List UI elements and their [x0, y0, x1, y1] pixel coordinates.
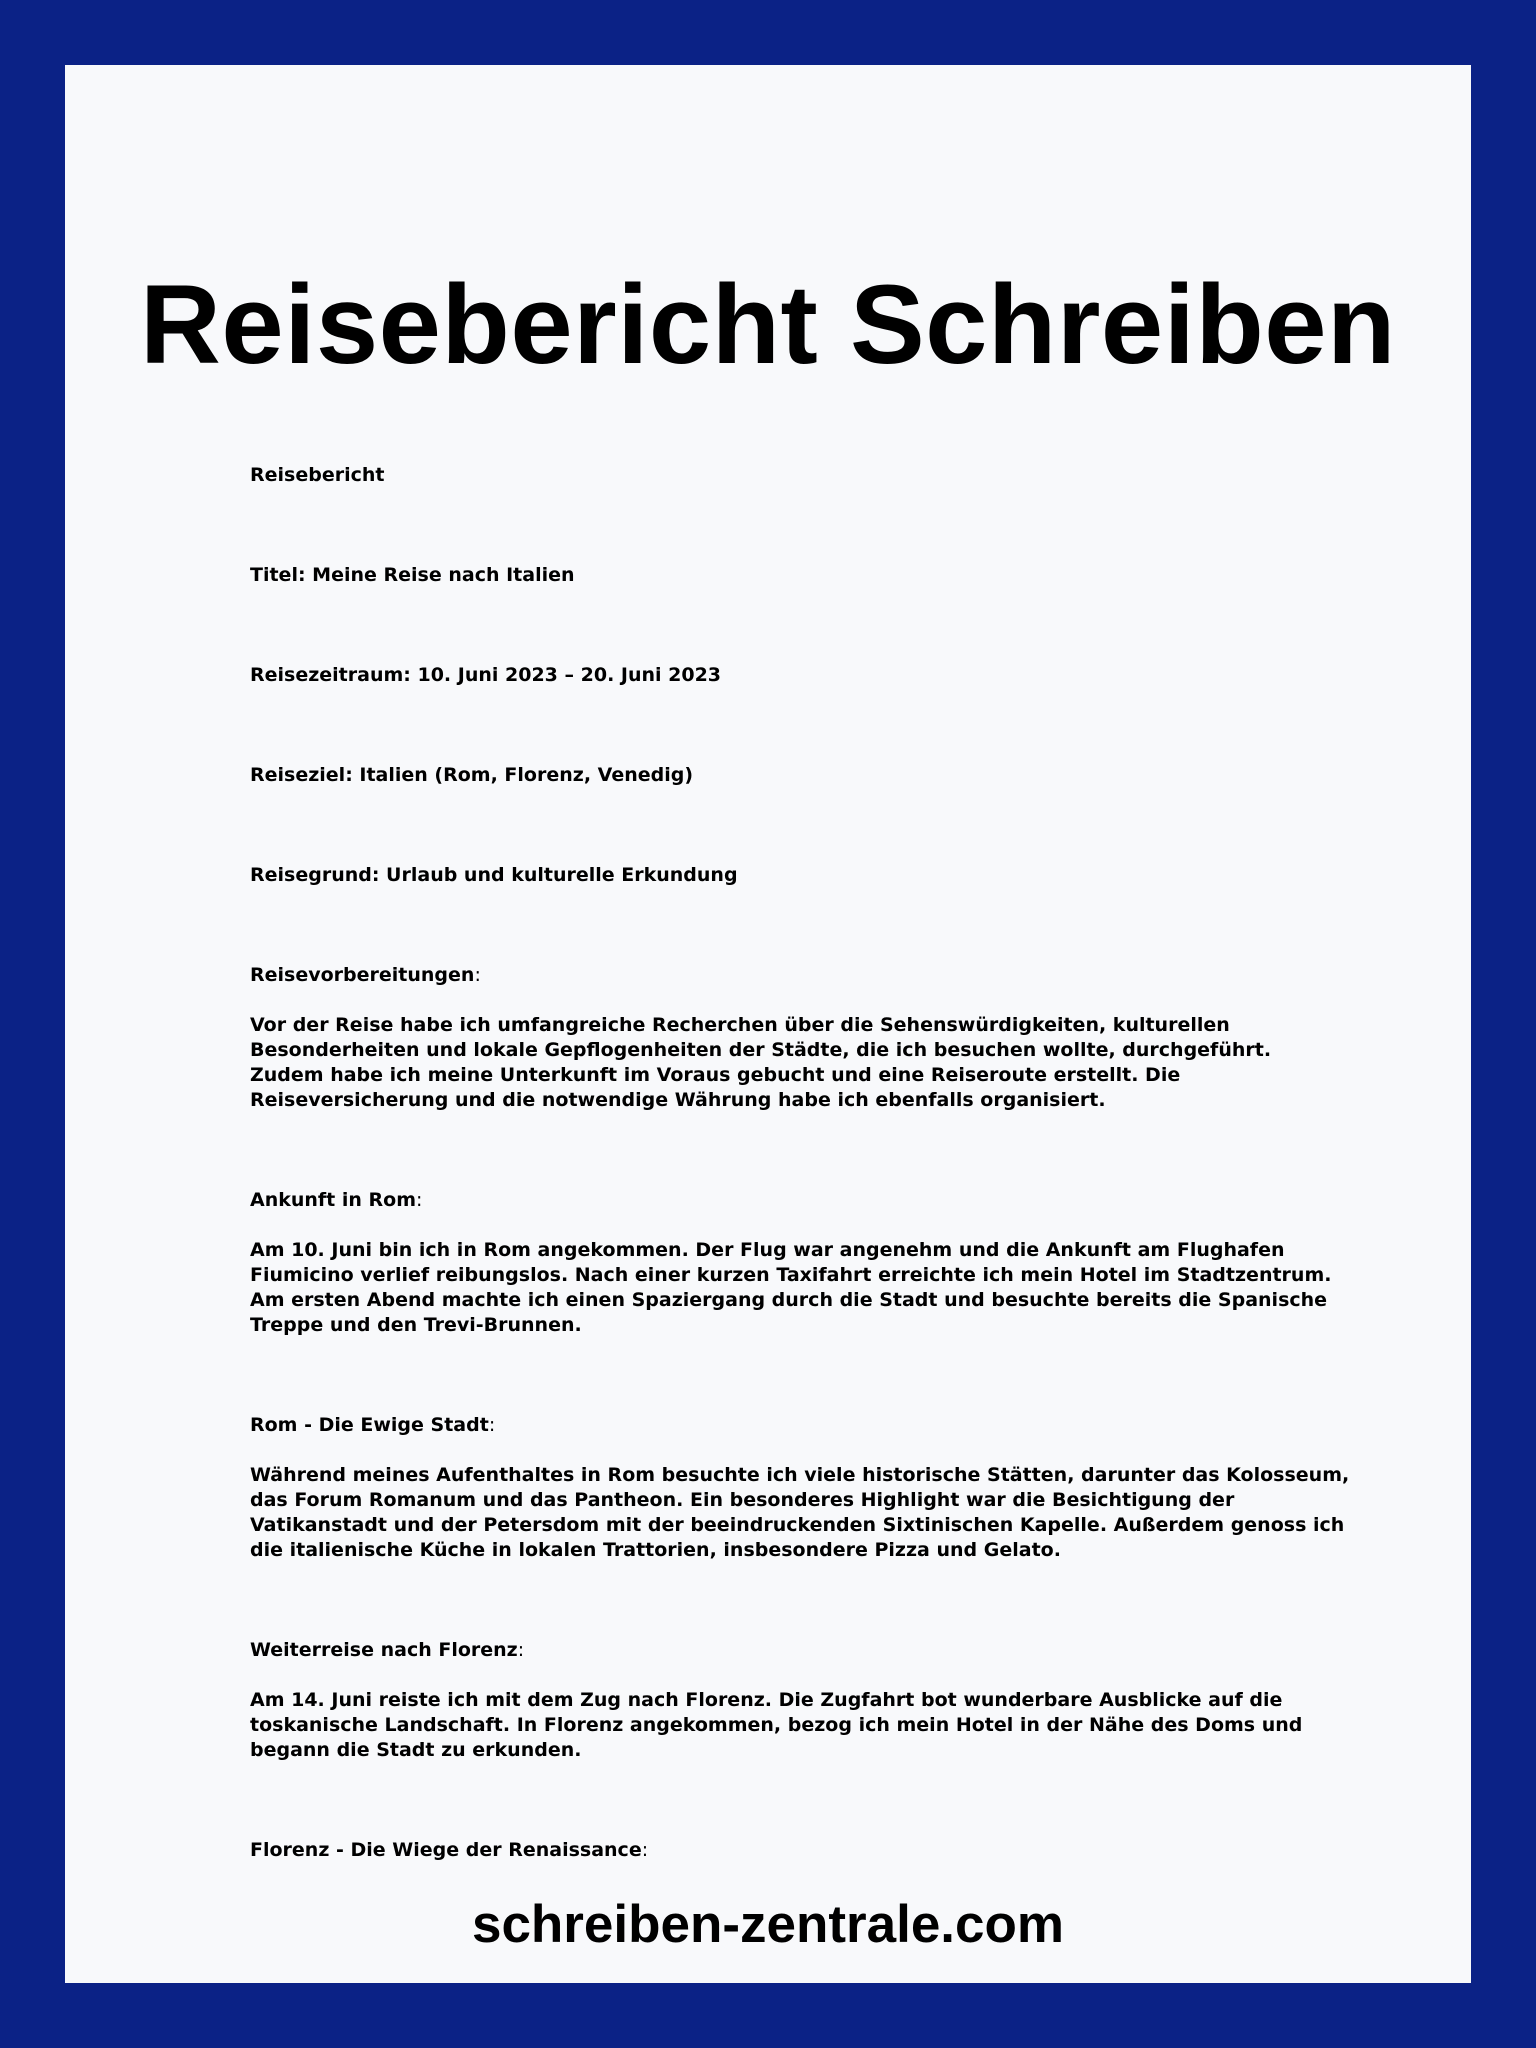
section-heading: Weiterreise nach Florenz: — [250, 1639, 525, 1661]
report-label: Reisebericht — [250, 464, 385, 486]
document-page — [65, 65, 1471, 1983]
section-rome — [250, 1413, 1350, 1563]
section-body: Während meines Aufenthaltes in Rom besuchte ich viele historische Stätten, darunter das Kolosseum, das Forum Romanum und das Pantheon. Ein besonderes Highlight war die Besichtigung der Vatikanstadt und der Petersdom mit der beeindruckenden Sixtinischen Kapelle. Außerdem genoss ich die italienische Küche in lokalen Trattorien, insbesondere Pizza und Gelato. — [250, 1464, 1350, 1561]
section-florence-travel — [250, 1638, 1350, 1763]
page-title: Reisebericht Schreiben — [140, 262, 1396, 387]
section-arrival-rome — [250, 1188, 1350, 1338]
section-heading: Reisevorbereitungen: — [250, 964, 481, 986]
report-title-line: Titel: Meine Reise nach Italien — [250, 564, 575, 586]
section-body: Am 10. Juni bin ich in Rom angekommen. Der Flug war angenehm und die Ankunft am Flughafen Fiumicino verlief reibungslos. Nach einer kurzen Taxifahrt erreichte ich mein Hotel im Stadtzentrum. Am ersten Abend machte ich einen Spaziergang durch die Stadt und besuchte bereits die Spanische Treppe und den Trevi-Brunnen. — [250, 1239, 1332, 1336]
footer-website: schreiben-zentrale.com — [471, 1895, 1065, 1954]
report-content — [250, 463, 1350, 1938]
section-body: Am 14. Juni reiste ich mit dem Zug nach Florenz. Die Zugfahrt bot wunderbare Ausblicke auf die toskanische Landschaft. In Florenz angekommen, bezog ich mein Hotel in der Nähe des Doms und begann die Stadt zu erkunden. — [250, 1689, 1303, 1761]
section-heading: Ankunft in Rom: — [250, 1189, 423, 1211]
section-heading: Florenz - Die Wiege der Renaissance: — [250, 1839, 649, 1861]
section-heading: Rom - Die Ewige Stadt: — [250, 1414, 496, 1436]
travel-reason-line: Reisegrund: Urlaub und kulturelle Erkundung — [250, 864, 738, 886]
section-body: Vor der Reise habe ich umfangreiche Recherchen über die Sehenswürdigkeiten, kulturellen Besonderheiten und lokale Gepflogenheiten der Städte, die ich besuchen wollte, durchgeführt. Zudem habe ich meine Unterkunft im Voraus gebucht und eine Reiseroute erstellt. Die Reiseversicherung und die notwendige Währung habe ich ebenfalls organisiert. — [250, 1014, 1272, 1111]
section-preparations — [250, 963, 1350, 1113]
travel-period-line: Reisezeitraum: 10. Juni 2023 – 20. Juni 2023 — [250, 664, 722, 686]
destination-line: Reiseziel: Italien (Rom, Florenz, Venedig) — [250, 764, 694, 786]
section-florence — [250, 1838, 1350, 1863]
